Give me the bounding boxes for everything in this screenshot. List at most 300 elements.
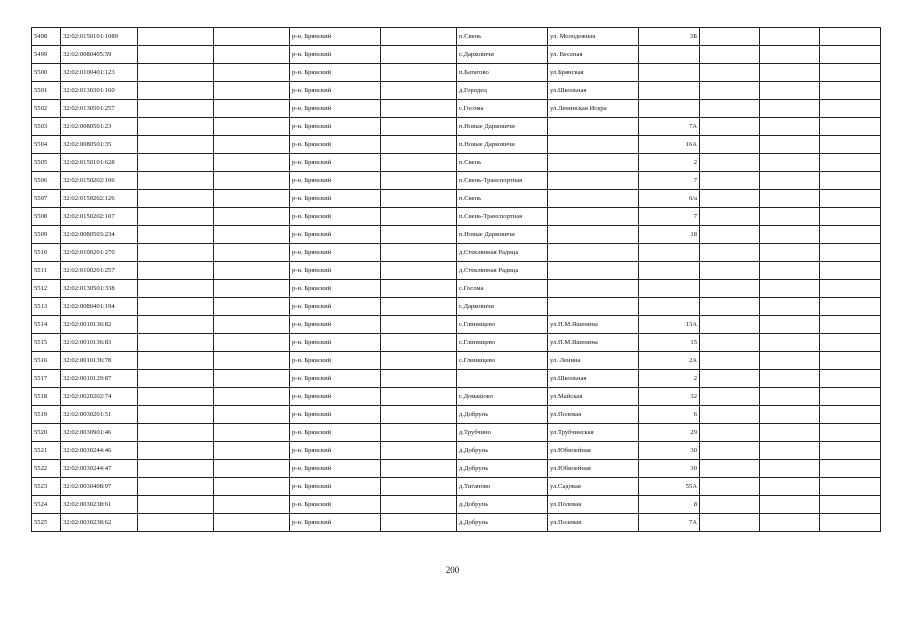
cell-empty xyxy=(760,28,820,46)
cell-district: р-н. Брянский xyxy=(290,154,381,172)
cell-empty xyxy=(820,100,881,118)
cell-house: 15 xyxy=(639,334,700,352)
cell-empty xyxy=(138,172,214,190)
cell-district: р-н. Брянский xyxy=(290,136,381,154)
cell-empty xyxy=(381,424,457,442)
cell-number: 5500 xyxy=(32,64,61,82)
cell-house: 55А xyxy=(639,478,700,496)
table-row xyxy=(32,334,881,352)
cell-empty xyxy=(760,244,820,262)
cell-cadastral-number: 32:02:0150202:106 xyxy=(61,172,138,190)
cell-locality: д.Добрунь xyxy=(457,514,548,532)
cell-locality xyxy=(457,370,548,388)
table-row xyxy=(32,28,881,46)
cell-district: р-н. Брянский xyxy=(290,334,381,352)
cell-empty xyxy=(820,28,881,46)
cell-street: ул.П.М.Яшенина xyxy=(548,334,639,352)
cell-empty xyxy=(760,118,820,136)
cell-empty xyxy=(214,316,290,334)
cell-number: 5518 xyxy=(32,388,61,406)
cell-street xyxy=(548,154,639,172)
cell-locality: д.Тиганово xyxy=(457,478,548,496)
cell-empty xyxy=(760,370,820,388)
cell-number: 5506 xyxy=(32,172,61,190)
cell-cadastral-number: 32:02:0150101:1089 xyxy=(61,28,138,46)
cell-district: р-н. Брянский xyxy=(290,460,381,478)
table-row xyxy=(32,244,881,262)
cell-district: р-н. Брянский xyxy=(290,82,381,100)
cell-cadastral-number: 32:02:0010136:78 xyxy=(61,352,138,370)
cell-empty xyxy=(138,478,214,496)
cell-empty xyxy=(214,478,290,496)
cell-cadastral-number: 32:02:0130501:257 xyxy=(61,100,138,118)
cell-street: ул.Полевая xyxy=(548,496,639,514)
cell-empty xyxy=(381,82,457,100)
cell-house: 30 xyxy=(639,442,700,460)
cell-number: 5523 xyxy=(32,478,61,496)
table-row xyxy=(32,478,881,496)
cell-cadastral-number: 32:02:0150101:628 xyxy=(61,154,138,172)
cell-empty xyxy=(700,64,760,82)
cell-locality: п.Свень xyxy=(457,28,548,46)
cell-empty xyxy=(381,100,457,118)
cell-empty xyxy=(214,64,290,82)
cell-cadastral-number: 32:02:0030244:46 xyxy=(61,442,138,460)
cell-empty xyxy=(700,82,760,100)
cell-empty xyxy=(760,82,820,100)
cell-empty xyxy=(214,190,290,208)
cell-cadastral-number: 32:02:0100401:123 xyxy=(61,64,138,82)
cell-empty xyxy=(138,64,214,82)
cell-house xyxy=(639,64,700,82)
cell-empty xyxy=(760,460,820,478)
cell-empty xyxy=(138,388,214,406)
cell-number: 5503 xyxy=(32,118,61,136)
cell-district: р-н. Брянский xyxy=(290,316,381,334)
table-row xyxy=(32,406,881,424)
cell-street xyxy=(548,118,639,136)
cell-street: ул.Школьная xyxy=(548,82,639,100)
cell-empty xyxy=(381,118,457,136)
cell-number: 5508 xyxy=(32,208,61,226)
cell-empty xyxy=(138,280,214,298)
cell-street xyxy=(548,190,639,208)
cell-empty xyxy=(138,136,214,154)
cell-street xyxy=(548,262,639,280)
cell-locality: с.Госома xyxy=(457,100,548,118)
cell-house xyxy=(639,298,700,316)
cell-street xyxy=(548,298,639,316)
cell-empty xyxy=(700,514,760,532)
cell-empty xyxy=(138,460,214,478)
cell-empty xyxy=(760,136,820,154)
cell-empty xyxy=(760,514,820,532)
cell-empty xyxy=(214,136,290,154)
cell-empty xyxy=(700,262,760,280)
cell-street: ул.Школьная xyxy=(548,370,639,388)
cell-street: ул.Майская xyxy=(548,388,639,406)
table-row xyxy=(32,370,881,388)
cell-number: 5509 xyxy=(32,226,61,244)
cell-district: р-н. Брянский xyxy=(290,496,381,514)
cell-empty xyxy=(214,28,290,46)
cell-empty xyxy=(381,64,457,82)
cell-empty xyxy=(700,352,760,370)
cell-street: ул.Брянская xyxy=(548,64,639,82)
cell-empty xyxy=(820,424,881,442)
cell-street xyxy=(548,136,639,154)
cell-street xyxy=(548,172,639,190)
cell-locality: д.Добрунь xyxy=(457,442,548,460)
table-row xyxy=(32,262,881,280)
cell-street: ул.Садовая xyxy=(548,478,639,496)
cell-empty xyxy=(381,172,457,190)
cell-district: р-н. Брянский xyxy=(290,190,381,208)
cell-locality: с.Глинищево xyxy=(457,316,548,334)
cell-house: 2 xyxy=(639,154,700,172)
cell-house xyxy=(639,82,700,100)
cell-empty xyxy=(214,208,290,226)
cell-locality: п.Новые Дарковичи xyxy=(457,118,548,136)
cell-number: 5510 xyxy=(32,244,61,262)
cell-street xyxy=(548,244,639,262)
cell-locality: п.Новые Дарковичи xyxy=(457,226,548,244)
cell-empty xyxy=(138,82,214,100)
cell-street: ул.Полевая xyxy=(548,406,639,424)
cell-cadastral-number: 32:02:0080401:194 xyxy=(61,298,138,316)
cell-cadastral-number: 32:02:0130501:338 xyxy=(61,280,138,298)
cell-district: р-н. Брянский xyxy=(290,244,381,262)
cell-empty xyxy=(214,154,290,172)
cell-empty xyxy=(214,496,290,514)
cell-house xyxy=(639,280,700,298)
cell-empty xyxy=(214,118,290,136)
cell-house: 6/а xyxy=(639,190,700,208)
cell-empty xyxy=(381,28,457,46)
cell-empty xyxy=(820,82,881,100)
cell-empty xyxy=(700,370,760,388)
cell-empty xyxy=(138,370,214,388)
cell-empty xyxy=(820,334,881,352)
cell-empty xyxy=(820,46,881,64)
cell-empty xyxy=(700,496,760,514)
cell-house: 16А xyxy=(639,136,700,154)
cell-empty xyxy=(820,514,881,532)
cell-empty xyxy=(820,442,881,460)
table-row xyxy=(32,496,881,514)
cell-empty xyxy=(760,352,820,370)
cell-number: 5502 xyxy=(32,100,61,118)
cell-street xyxy=(548,226,639,244)
table-row xyxy=(32,298,881,316)
cell-number: 5524 xyxy=(32,496,61,514)
cell-empty xyxy=(214,514,290,532)
cell-empty xyxy=(700,226,760,244)
cell-empty xyxy=(820,388,881,406)
cell-locality: с.Дарковичи xyxy=(457,298,548,316)
cell-locality: с.Глинищево xyxy=(457,334,548,352)
cell-empty xyxy=(381,190,457,208)
table-row xyxy=(32,280,881,298)
cell-number: 5514 xyxy=(32,316,61,334)
cell-empty xyxy=(138,352,214,370)
cell-empty xyxy=(760,496,820,514)
cell-cadastral-number: 32:02:0010129:87 xyxy=(61,370,138,388)
cell-locality: п.Свень-Транспортная xyxy=(457,172,548,190)
cell-number: 5504 xyxy=(32,136,61,154)
cell-street: ул.Ленинская Искра xyxy=(548,100,639,118)
cell-number: 5521 xyxy=(32,442,61,460)
cell-locality: с.Домашово xyxy=(457,388,548,406)
cell-cadastral-number: 32:02:0080405:59 xyxy=(61,46,138,64)
cell-house: 3Б xyxy=(639,28,700,46)
cell-number: 5520 xyxy=(32,424,61,442)
cell-empty xyxy=(214,82,290,100)
cell-empty xyxy=(381,46,457,64)
cell-number: 5513 xyxy=(32,298,61,316)
cell-empty xyxy=(138,406,214,424)
cell-empty xyxy=(381,334,457,352)
cell-empty xyxy=(138,298,214,316)
cell-empty xyxy=(820,226,881,244)
cell-locality: п.Свень xyxy=(457,154,548,172)
cell-empty xyxy=(820,262,881,280)
cell-district: р-н. Брянский xyxy=(290,424,381,442)
cell-empty xyxy=(381,136,457,154)
cell-empty xyxy=(760,100,820,118)
cell-empty xyxy=(700,136,760,154)
cell-empty xyxy=(820,172,881,190)
table-row xyxy=(32,316,881,334)
cell-empty xyxy=(214,46,290,64)
cell-empty xyxy=(700,478,760,496)
cell-empty xyxy=(381,244,457,262)
table-row xyxy=(32,388,881,406)
table-row xyxy=(32,226,881,244)
cell-empty xyxy=(138,208,214,226)
cell-empty xyxy=(820,154,881,172)
cell-empty xyxy=(138,244,214,262)
cell-cadastral-number: 32:02:0030238:62 xyxy=(61,514,138,532)
table-row xyxy=(32,154,881,172)
cell-empty xyxy=(760,388,820,406)
cell-house: 7А xyxy=(639,118,700,136)
cell-empty xyxy=(700,190,760,208)
cell-empty xyxy=(214,370,290,388)
cell-street xyxy=(548,280,639,298)
cell-empty xyxy=(381,298,457,316)
cell-cadastral-number: 32:02:0030201:51 xyxy=(61,406,138,424)
cell-empty xyxy=(214,424,290,442)
cell-district: р-н. Брянский xyxy=(290,172,381,190)
cell-empty xyxy=(214,352,290,370)
cell-empty xyxy=(820,298,881,316)
table-row xyxy=(32,100,881,118)
cell-empty xyxy=(214,406,290,424)
cell-empty xyxy=(138,424,214,442)
cell-cadastral-number: 32:02:0150202:126 xyxy=(61,190,138,208)
cell-locality: д.Городец xyxy=(457,82,548,100)
cell-number: 5525 xyxy=(32,514,61,532)
cell-empty xyxy=(214,298,290,316)
cell-street: ул.Юбилейная xyxy=(548,460,639,478)
cell-house xyxy=(639,244,700,262)
cell-empty xyxy=(214,262,290,280)
cell-house xyxy=(639,100,700,118)
cell-cadastral-number: 32:02:0100201:257 xyxy=(61,262,138,280)
cell-empty xyxy=(138,154,214,172)
cell-street: ул. Молодежная xyxy=(548,28,639,46)
cell-empty xyxy=(381,208,457,226)
cell-empty xyxy=(381,226,457,244)
cell-district: р-н. Брянский xyxy=(290,64,381,82)
cell-empty xyxy=(381,370,457,388)
cell-district: р-н. Брянский xyxy=(290,514,381,532)
cell-district: р-н. Брянский xyxy=(290,262,381,280)
cell-empty xyxy=(820,64,881,82)
cell-empty xyxy=(700,280,760,298)
cell-street xyxy=(548,208,639,226)
cell-number: 5499 xyxy=(32,46,61,64)
cell-empty xyxy=(700,298,760,316)
table-row xyxy=(32,172,881,190)
cell-empty xyxy=(700,100,760,118)
table-row xyxy=(32,424,881,442)
cell-cadastral-number: 32:02:0150202:107 xyxy=(61,208,138,226)
cell-number: 5505 xyxy=(32,154,61,172)
cell-cadastral-number: 32:02:0130301:160 xyxy=(61,82,138,100)
cell-house: 7 xyxy=(639,172,700,190)
cell-empty xyxy=(381,478,457,496)
cell-empty xyxy=(820,370,881,388)
cell-locality: д.Трубчино xyxy=(457,424,548,442)
table-row xyxy=(32,442,881,460)
cell-empty xyxy=(700,172,760,190)
cell-empty xyxy=(760,478,820,496)
cell-empty xyxy=(760,64,820,82)
cell-district: р-н. Брянский xyxy=(290,352,381,370)
cell-empty xyxy=(760,46,820,64)
cell-house xyxy=(639,262,700,280)
cell-district: р-н. Брянский xyxy=(290,370,381,388)
cell-empty xyxy=(700,424,760,442)
cell-empty xyxy=(820,208,881,226)
cell-empty xyxy=(820,118,881,136)
cell-number: 5498 xyxy=(32,28,61,46)
cell-empty xyxy=(700,244,760,262)
cell-cadastral-number: 32:02:0010136:83 xyxy=(61,334,138,352)
cell-empty xyxy=(700,406,760,424)
cell-empty xyxy=(760,190,820,208)
property-registry-table xyxy=(31,27,881,532)
table-row xyxy=(32,46,881,64)
cell-empty xyxy=(760,226,820,244)
cell-locality: д.Стеклянная Радица xyxy=(457,244,548,262)
cell-locality: д.Добрунь xyxy=(457,406,548,424)
cell-locality: п.Батагово xyxy=(457,64,548,82)
cell-cadastral-number: 32:02:0030901:46 xyxy=(61,424,138,442)
cell-empty xyxy=(381,514,457,532)
cell-empty xyxy=(760,334,820,352)
cell-street: ул. Ленина xyxy=(548,352,639,370)
cell-locality: п.Свень xyxy=(457,190,548,208)
cell-empty xyxy=(138,442,214,460)
table-row xyxy=(32,64,881,82)
cell-cadastral-number: 32:02:0030408:97 xyxy=(61,478,138,496)
cell-empty xyxy=(760,208,820,226)
cell-street: ул.Трубчинская xyxy=(548,424,639,442)
cell-empty xyxy=(138,316,214,334)
cell-empty xyxy=(381,406,457,424)
cell-empty xyxy=(138,262,214,280)
cell-locality: п.Новые Дарковичи xyxy=(457,136,548,154)
table-row xyxy=(32,460,881,478)
cell-empty xyxy=(214,460,290,478)
cell-empty xyxy=(381,280,457,298)
table-row xyxy=(32,190,881,208)
cell-district: р-н. Брянский xyxy=(290,280,381,298)
cell-empty xyxy=(820,316,881,334)
cell-empty xyxy=(214,100,290,118)
cell-empty xyxy=(214,226,290,244)
cell-cadastral-number: 32:02:0080501:23 xyxy=(61,118,138,136)
cell-empty xyxy=(760,280,820,298)
cell-house: 6 xyxy=(639,406,700,424)
cell-empty xyxy=(214,172,290,190)
cell-empty xyxy=(381,154,457,172)
table-body xyxy=(32,28,881,532)
cell-house: 8 xyxy=(639,496,700,514)
cell-empty xyxy=(760,424,820,442)
cell-cadastral-number: 32:02:0080501:35 xyxy=(61,136,138,154)
cell-empty xyxy=(820,244,881,262)
cell-number: 5512 xyxy=(32,280,61,298)
cell-empty xyxy=(700,118,760,136)
table-row xyxy=(32,514,881,532)
cell-empty xyxy=(760,316,820,334)
cell-house: 18 xyxy=(639,226,700,244)
cell-empty xyxy=(138,100,214,118)
cell-empty xyxy=(700,460,760,478)
cell-house: 30 xyxy=(639,460,700,478)
cell-number: 5519 xyxy=(32,406,61,424)
cell-number: 5507 xyxy=(32,190,61,208)
table-row xyxy=(32,352,881,370)
cell-empty xyxy=(700,208,760,226)
cell-district: р-н. Брянский xyxy=(290,406,381,424)
cell-empty xyxy=(138,514,214,532)
cell-cadastral-number: 32:02:0010136:82 xyxy=(61,316,138,334)
cell-empty xyxy=(214,388,290,406)
cell-cadastral-number: 32:02:0100201:270 xyxy=(61,244,138,262)
cell-district: р-н. Брянский xyxy=(290,208,381,226)
cell-empty xyxy=(138,28,214,46)
cell-empty xyxy=(138,46,214,64)
cell-empty xyxy=(760,406,820,424)
cell-district: р-н. Брянский xyxy=(290,118,381,136)
cell-empty xyxy=(214,442,290,460)
cell-empty xyxy=(760,172,820,190)
cell-number: 5515 xyxy=(32,334,61,352)
cell-empty xyxy=(700,46,760,64)
cell-empty xyxy=(700,28,760,46)
cell-locality: с.Глинищево xyxy=(457,352,548,370)
cell-number: 5511 xyxy=(32,262,61,280)
cell-district: р-н. Брянский xyxy=(290,478,381,496)
cell-number: 5522 xyxy=(32,460,61,478)
cell-empty xyxy=(381,496,457,514)
cell-district: р-н. Брянский xyxy=(290,28,381,46)
